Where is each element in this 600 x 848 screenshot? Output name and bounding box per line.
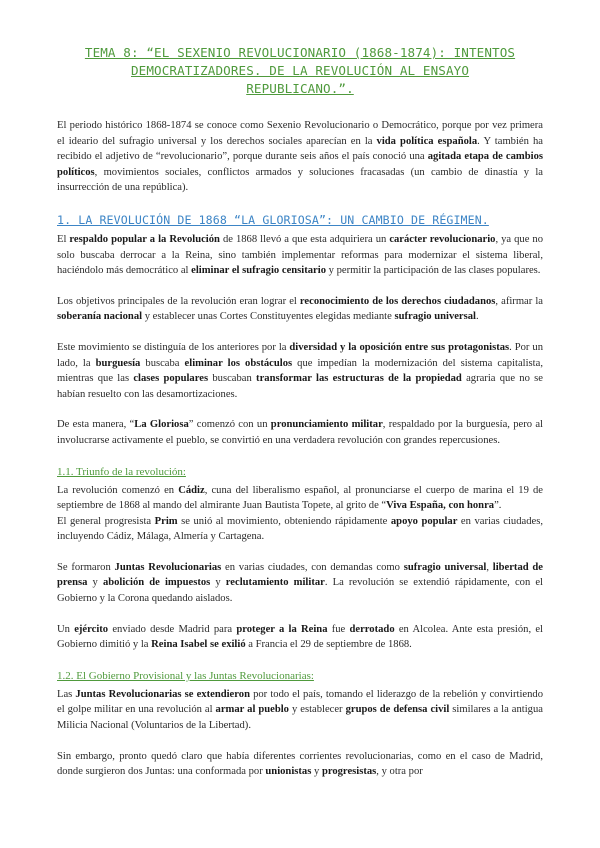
bold-text: agitada etapa de cambios políticos [57,151,543,178]
body-paragraph [57,340,543,402]
text-run: El [57,233,70,245]
text-run: . Por un lado, la [57,341,543,369]
title-line-3: REPUBLICANO.”. [246,81,354,96]
body-paragraph [57,622,543,653]
paragraph-gap [57,279,543,294]
text-run: buscaban [208,373,257,385]
text-run: buscaba [140,357,185,369]
bold-text: eliminar los obstáculos [184,357,293,369]
bold-text: burguesía [95,357,141,369]
bold-text: ejército [74,623,109,635]
text-run: Las [57,688,76,700]
bold-text: Juntas Revolucionarias se extendieron [75,688,250,700]
paragraph-gap [57,545,543,560]
body-paragraph [57,560,543,607]
bold-text: unionistas [265,766,312,778]
bold-text: soberanía nacional [57,311,143,323]
text-run: en varias ciudades, con demandas como [221,561,404,573]
text-run: en varias ciudades, incluyendo Cádiz, Málaga, Almería y Cartagena. [57,515,543,543]
text-run: por todo el país, tomando el liderazgo de la rebelión y convirtiendo el golpe militar en una revolución al [57,688,543,716]
text-run: , afirmar la [495,295,543,307]
title-line-2: DEMOCRATIZADORES. DE LA REVOLUCIÓN AL ENSAYO [130,63,469,78]
paragraph-gap [57,607,543,622]
bold-text: libertad de prensa [57,561,543,589]
text-run: La revolución comenzó en [57,484,179,496]
text-run: Un [57,623,75,635]
text-run: y permitir la participación de las clases populares. [326,265,541,277]
text-run: enviado desde Madrid para [108,623,237,635]
text-run: se unió al movimiento, obteniendo rápidamente [177,515,391,527]
text-run: y [87,577,103,589]
bold-text: eliminar el sufragio censitario [191,265,326,277]
text-run: El periodo histórico 1868-1874 se conoce como Sexenio Revolucionario o Democrático, porque por vez primera el ideario del sufragio universal y los derechos sociales aparecían en la [57,120,543,147]
bold-text: derrotado [349,623,395,635]
paragraph-gap [57,402,543,417]
text-run: Los objetivos principales de la revolución eran lograr el [57,295,300,307]
body-paragraph [57,749,543,780]
text-run: y [311,766,322,778]
title-line-1: TEMA 8: “EL SEXENIO REVOLUCIONARIO (1868-1874): INTENTOS [84,45,516,60]
text-run: Este movimiento se distinguía de los anteriores por la [57,341,290,353]
body-paragraph [57,687,543,734]
bold-text: diversidad y la oposición entre sus protagonistas [289,341,510,353]
intro-paragraph [57,118,543,196]
spacer [57,449,543,464]
text-run: y [210,577,226,589]
bold-text: grupos de defensa civil [345,704,450,716]
bold-text: pronunciamiento militar [270,419,383,431]
text-run: ” comenzó con un [188,419,271,431]
text-run: . [476,311,479,323]
text-run: . Y también ha recibido el adjetivo de “revolucionario”, porque durante seis años el país conoció una [57,135,543,163]
paragraph-gap [57,325,543,340]
section-1-1-heading: 1.1. Triunfo de la revolución: [57,465,186,478]
section-1-heading: 1. LA REVOLUCIÓN DE 1868 “LA GLORIOSA”: UN CAMBIO DE RÉGIMEN. [57,212,489,227]
text-run: , ya que no solo buscaba derrocar a la Reina, sino también implementar reformas para modernizar el sistema liberal, haciéndolo más democrático al [57,233,543,277]
bold-text: reconocimiento de los derechos ciudadanos [299,295,496,307]
bold-text: Viva España, con honra [386,500,495,512]
bold-text: transformar las estructuras de la propiedad [256,373,462,385]
body-paragraph [57,514,543,545]
text-run: , movimientos sociales, conflictos armados y soluciones fracasadas (un cambio de dinastía y la insurrección de una república). [57,166,543,194]
text-run: en Alcolea. Ante esta presión, el Gobierno dimitió y la [57,623,543,651]
text-run: y establecer unas Cortes Constituyentes elegidas mediante [142,311,395,323]
text-run: que impedían la modernización del sistema capitalista, mientras que las [57,357,543,385]
text-run: y establecer [288,704,346,716]
text-run: fue [327,623,350,635]
body-paragraph [57,294,543,325]
bold-text: Juntas Revolucionarias [114,561,222,573]
text-run: Se formaron [57,561,115,573]
bold-text: respaldo popular a la Revolución [69,233,220,245]
bold-text: La Gloriosa [134,419,189,431]
text-run: , respaldado por la burguesía, pero al involucrarse activamente el pueblo, se convirtió en una verdadera revolución con grandes repercusiones. [57,419,543,446]
bold-text: progresistas [321,766,377,778]
text-run: Sin embargo, pronto quedó claro que había diferentes corrientes revolucionarias, como en el caso de Madrid, donde surgieron dos Juntas: una conformada por [57,750,543,778]
body-paragraph [57,232,543,279]
text-run: De esta manera, “ [57,419,135,431]
bold-text: proteger a la Reina [236,623,328,635]
bold-text: clases populares [133,373,209,385]
text-run: agraria que no se habían resuelto con las desamortizaciones. [57,373,543,400]
bold-text: armar al pueblo [215,704,289,716]
bold-text: Prim [154,515,178,527]
text-run: similares a la antigua Milicia Nacional (Voluntarios de la Libertad). [57,704,543,732]
text-run: El general progresista [57,515,155,527]
body-paragraph [57,483,543,514]
body-paragraph [57,417,543,448]
bold-text: sufragio universal [394,311,477,323]
bold-text: carácter revolucionario [389,233,496,245]
bold-text: Cádiz [178,484,205,496]
section-1-1-body [57,483,543,653]
text-run: ”. [494,500,502,512]
section-1-body [57,232,543,449]
spacer [57,653,543,668]
bold-text: abolición de impuestos [102,577,211,589]
text-run: a Francia el 29 de septiembre de 1868. [245,639,412,651]
text-run: , [486,561,493,573]
text-run: , cuna del liberalismo español, al pronunciarse el cuerpo de marina el 19 de septiembre de 1868 al mando del almirante Juan Bautista Topete, al grito de “ [57,484,543,512]
text-run: . La revolución se extendió rápidamente, con el Gobierno y la Corona quedando aislados. [57,577,543,605]
paragraph-gap [57,734,543,749]
bold-text: apoyo popular [390,515,458,527]
text-run: , y otra por [376,766,423,778]
section-1-2-body [57,687,543,780]
document-title [57,44,543,98]
bold-text: Reina Isabel se exilió [151,639,246,651]
text-run: de 1868 llevó a que esta adquiriera un [219,233,390,245]
section-1-2-heading: 1.2. El Gobierno Provisional y las Juntas Revolucionarias: [57,669,314,682]
bold-text: sufragio universal [403,561,487,573]
bold-text: vida política española [376,135,478,147]
bold-text: reclutamiento militar [225,577,325,589]
